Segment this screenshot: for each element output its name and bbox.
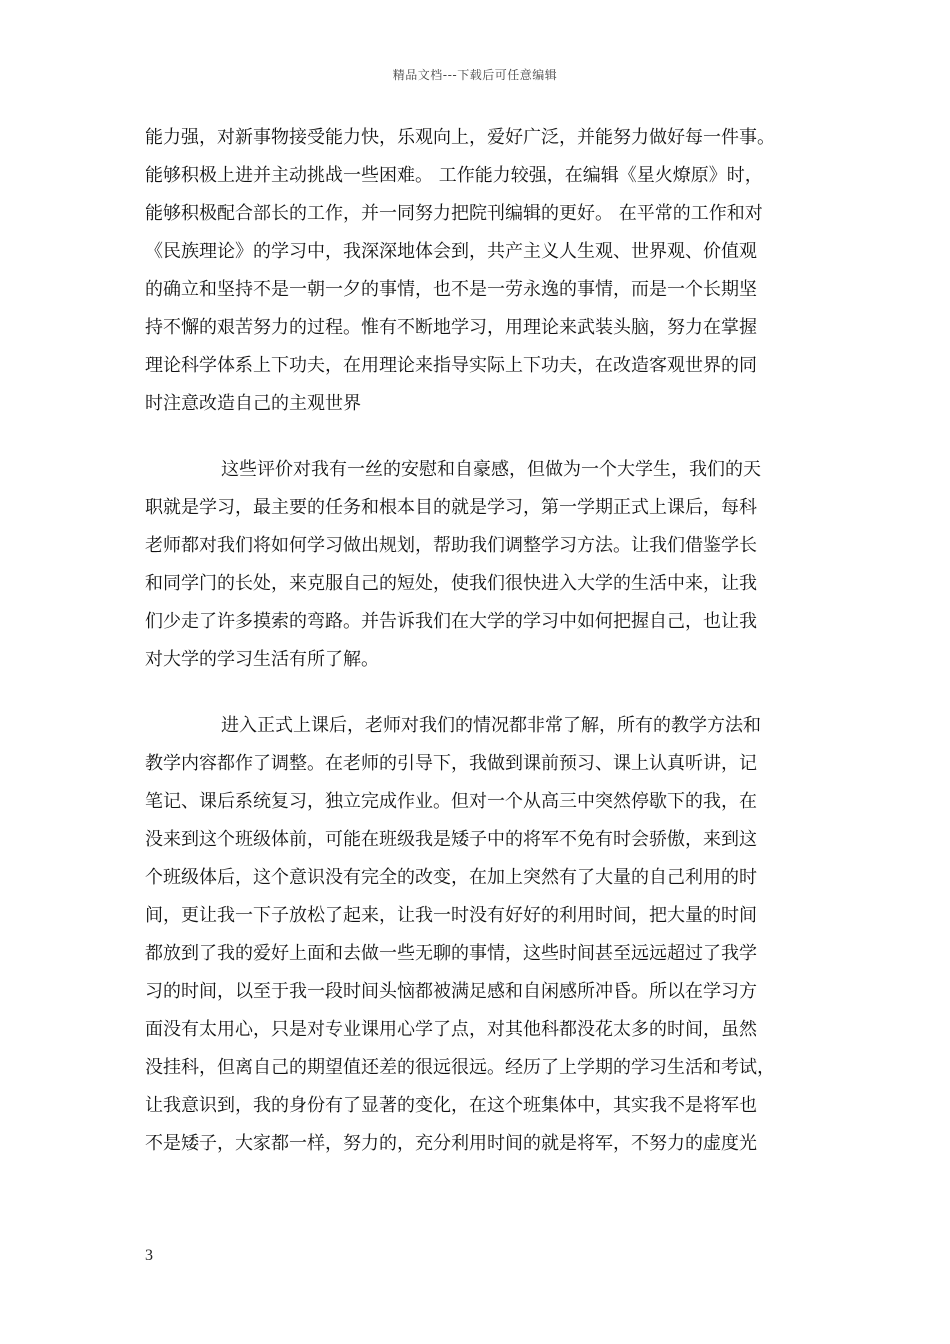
text-line: 面没有太用心，只是对专业课用心学了点，对其他科都没花太多的时间，虽然 — [145, 1019, 757, 1040]
text-line: 老师都对我们将如何学习做出规划，帮助我们调整学习方法。让我们借鉴学长 — [145, 535, 757, 556]
paragraph-3 — [145, 707, 810, 1163]
text-line: 没来到这个班级体前，可能在班级我是矮子中的将军不免有时会骄傲，来到这 — [145, 829, 757, 850]
text-line: 们少走了许多摸索的弯路。并告诉我们在大学的学习中如何把握自己，也让我 — [145, 611, 757, 632]
text-line: 这些评价对我有一丝的安慰和自豪感，但做为一个大学生，我们的天 — [221, 459, 761, 480]
text-line: 能力强，对新事物接受能力快，乐观向上，爱好广泛，并能努力做好每一件事。 — [145, 127, 775, 148]
text-line: 都放到了我的爱好上面和去做一些无聊的事情，这些时间甚至远远超过了我学 — [145, 943, 757, 964]
text-line: 让我意识到，我的身份有了显著的变化，在这个班集体中，其实我不是将军也 — [145, 1095, 757, 1116]
paragraph-1 — [145, 119, 810, 423]
text-line: 间，更让我一下子放松了起来，让我一时没有好好的利用时间，把大量的时间 — [145, 905, 757, 926]
text-line: 和同学门的长处，来克服自己的短处，使我们很快进入大学的生活中来，让我 — [145, 573, 757, 594]
text-line: 不是矮子，大家都一样，努力的，充分利用时间的就是将军，不努力的虚度光 — [145, 1133, 757, 1154]
text-line: 职就是学习，最主要的任务和根本目的就是学习，第一学期正式上课后，每科 — [145, 497, 757, 518]
text-line: 能够积极配合部长的工作，并一同努力把院刊编辑的更好。 在平常的工作和对 — [145, 203, 763, 224]
page-header: 精品文档---下载后可任意编辑 — [392, 68, 558, 82]
page-number: 3 — [145, 1247, 153, 1264]
text-line: 能够积极上进并主动挑战一些困难。 工作能力较强，在编辑《星火燎原》时， — [145, 165, 763, 186]
text-line: 时注意改造自己的主观世界 — [145, 393, 361, 414]
text-line: 对大学的学习生活有所了解。 — [145, 649, 379, 670]
text-line: 教学内容都作了调整。在老师的引导下，我做到课前预习、课上认真听讲，记 — [145, 753, 757, 774]
text-line: 进入正式上课后，老师对我们的情况都非常了解，所有的教学方法和 — [221, 715, 761, 736]
text-line: 个班级体后，这个意识没有完全的改变，在加上突然有了大量的自己利用的时 — [145, 867, 757, 888]
text-line: 《民族理论》的学习中，我深深地体会到，共产主义人生观、世界观、价值观 — [145, 241, 757, 262]
text-line: 的确立和坚持不是一朝一夕的事情，也不是一劳永逸的事情，而是一个长期坚 — [145, 279, 757, 300]
text-line: 没挂科，但离自己的期望值还差的很远很远。经历了上学期的学习生活和考试， — [145, 1057, 775, 1078]
text-line: 习的时间，以至于我一段时间头恼都被满足感和自闲感所冲昏。所以在学习方 — [145, 981, 757, 1002]
paragraph-spacer — [145, 679, 810, 707]
text-line: 笔记、课后系统复习，独立完成作业。但对一个从高三中突然停歇下的我，在 — [145, 791, 757, 812]
paragraph-2 — [145, 451, 810, 679]
document-body — [145, 119, 810, 1163]
paragraph-spacer — [145, 423, 810, 451]
text-line: 理论科学体系上下功夫，在用理论来指导实际上下功夫，在改造客观世界的同 — [145, 355, 757, 376]
text-line: 持不懈的艰苦努力的过程。惟有不断地学习，用理论来武装头脑，努力在掌握 — [145, 317, 757, 338]
